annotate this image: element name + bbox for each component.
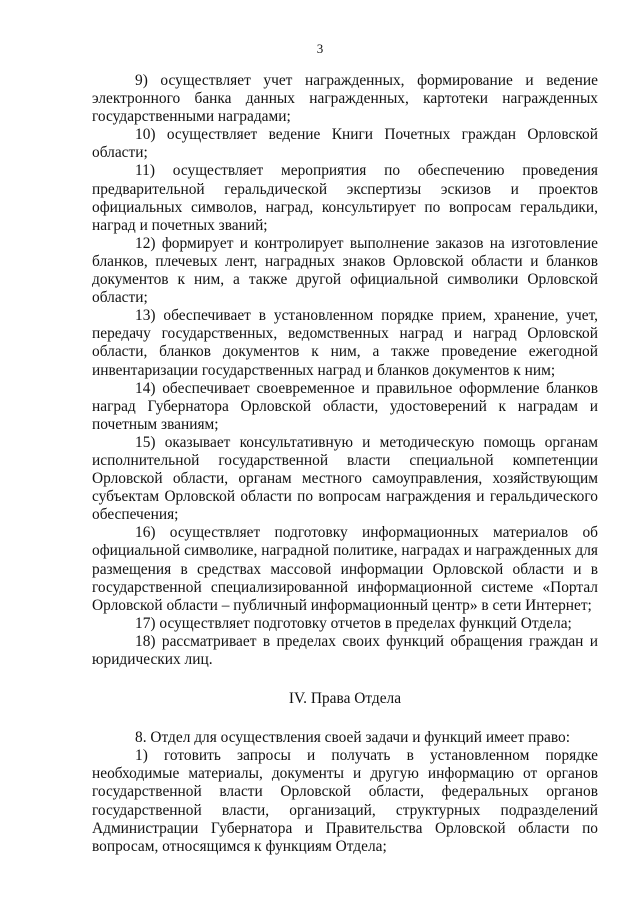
rights-intro: 8. Отдел для осуществления своей задачи и функций имеет право: [135, 729, 570, 747]
functions-item-10: 10) осуществляет ведение Книги Почетных граждан Орловской области; [92, 126, 598, 162]
functions-item-9: 9) осуществляет учет награжденных, формирование и ведение электронного банка данных награжденных, картотеки награжденных государственными наградами; [92, 72, 598, 126]
section-heading: IV. Права Отдела [288, 690, 402, 708]
document-body [92, 72, 598, 856]
page-number: 3 [316, 41, 324, 56]
functions-item-12: 12) формирует и контролирует выполнение заказов на изготовление бланков, плечевых лент, наградных знаков Орловской области и бланков документов к ним, а также другой официальной символики Орловской области; [92, 234, 598, 307]
functions-item-13: 13) обеспечивает в установленном порядке прием, хранение, учет, передачу государственных, ведомственных наград и наград Орловской области, бланков документов к ним, а также проведение ежегодной инвентаризации государственных наград и бланков документов к ним; [92, 307, 598, 379]
functions-item-16: 16) осуществляет подготовку информационных материалов об официальной символике, наградной политике, наградах и награжденных для размещения в средствах массовой информации Орловской области и в государственной специализированной информационной системе «Портал Орловской области – публичный информационный центр» в сети Интернет; [92, 524, 598, 614]
functions-item-15: 15) оказывает консультативную и методическую помощь органам исполнительной государственной власти специальной компетенции Орловской области, органам местного самоуправления, хозяйствующим субъектам Орловской области по вопросам награждения и геральдического обеспечения; [92, 433, 598, 524]
functions-item-14: 14) обеспечивает своевременное и правильное оформление бланков наград Губернатора Орловской области, удостоверений к наградам и почетным званиям; [92, 379, 598, 433]
functions-item-18: 18) рассматривает в пределах своих функций обращения граждан и юридических лиц. [92, 632, 598, 668]
functions-item-17: 17) осуществляет подготовку отчетов в пределах функций Отдела; [135, 614, 572, 632]
functions-item-11: 11) осуществляет мероприятия по обеспечению проведения предварительной геральдической экспертизы эскизов и проектов официальных символов, наград, консультирует по вопросам геральдики, наград и почетных званий; [92, 162, 598, 234]
rights-item-1: 1) готовить запросы и получать в установленном порядке необходимые материалы, документы и другую информацию от органов государственной власти Орловской области, федеральных органов государственной власти, организаций, структурных подразделений Администрации Губернатора и Правительства Орловской области по вопросам, относящимся к функциям Отдела; [92, 747, 598, 855]
